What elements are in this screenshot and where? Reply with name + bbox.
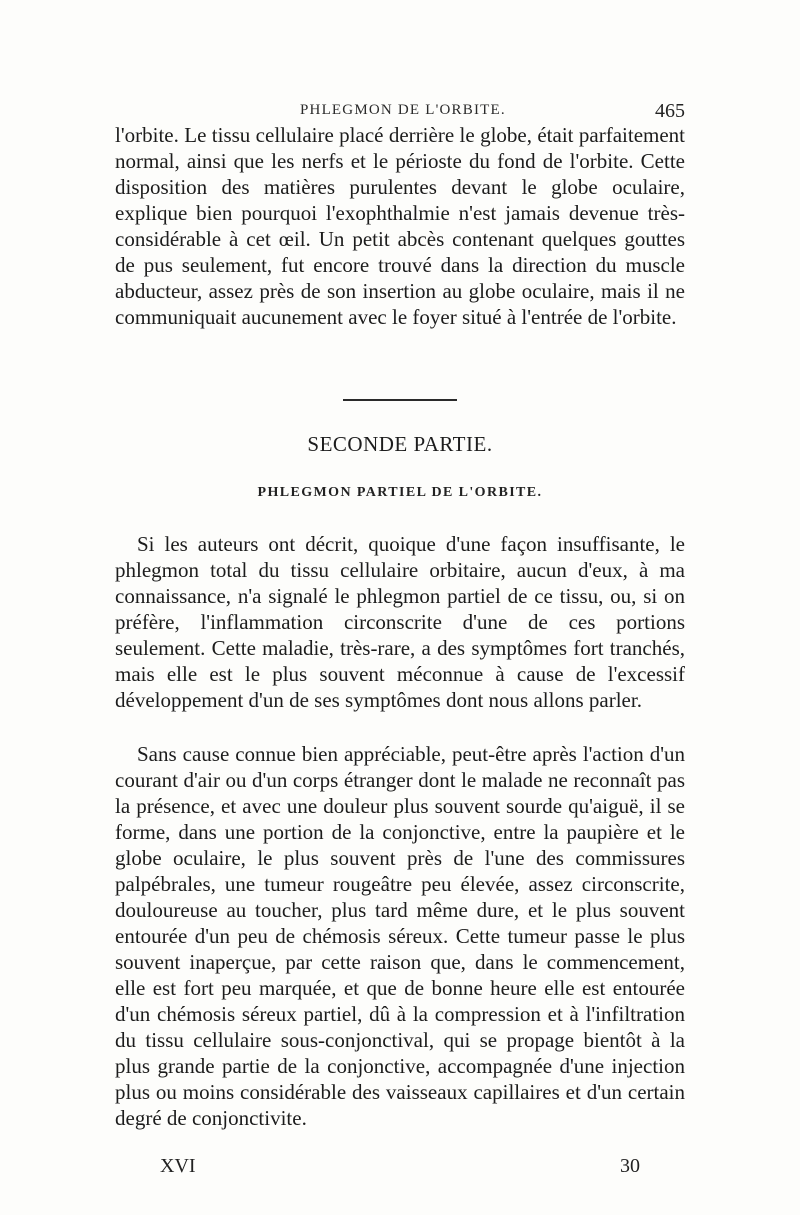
paragraph-continuation: l'orbite. Le tissu cellulaire placé derrière le globe, était parfaitement normal, ainsi que les nerfs et le périoste du fond de l'orbite. Cette disposition des matières purulentes devant le globe oculaire, explique bien pourquoi l'exophthalmie n'est jamais devenue très-considérable à cet œil. Un petit abcès contenant quelques gouttes de pus seulement, fut encore trouvé dans la direction du muscle abducteur, assez près de son insertion au globe oculaire, mais il ne communiquait aucunement avec le foyer situé à l'entrée de l'orbite. (115, 123, 685, 329)
sheet-number: 30 (620, 1155, 640, 1177)
signature-mark: XVI (160, 1155, 196, 1177)
section-subtitle: PHLEGMON PARTIEL DE L'ORBITE. (257, 485, 543, 500)
section-title: SECONDE PARTIE. (307, 432, 493, 456)
page-number: 465 (655, 100, 685, 122)
paragraph-description: Sans cause connue bien appréciable, peut-être après l'action d'un courant d'air ou d'un corps étranger dont le malade ne reconnaît pas la présence, et avec une douleur plus souvent sourde qu'aiguë, il se forme, dans une portion de la conjonctive, entre la paupière et le globe oculaire, le plus souvent près de l'une des commissures palpébrales, une tumeur rougeâtre peu élevée, assez circonscrite, douloureuse au toucher, plus tard même dure, et le plus souvent entourée d'un peu de chémosis séreux. Cette tumeur passe le plus souvent inaperçue, par cette raison que, dans le commencement, elle est fort peu marquée, et que de bonne heure elle est entourée d'un chémosis séreux partiel, dû à la compression et à l'infiltration du tissu cellulaire sous-conjonctival, qui se propage bientôt à la plus grande partie de la conjonctive, accompagnée d'une injection plus ou moins considérable des vaisseaux capillaires et d'un certain degré de conjonctivite. (115, 742, 685, 1130)
section-divider (343, 399, 457, 401)
running-title: PHLEGMON DE L'ORBITE. (300, 102, 506, 118)
page-footer (160, 1155, 640, 1181)
paragraph-intro: Si les auteurs ont décrit, quoique d'une façon insuffisante, le phlegmon total du tissu cellulaire orbitaire, aucun d'eux, à ma connaissance, n'a signalé le phlegmon partiel de ce tissu, ou, si on préfère, l'inflammation circonscrite d'une de ces portions seulement. Cette maladie, très-rare, a des symptômes fort tranchés, mais elle est le plus souvent méconnue à cause de l'excessif développement d'un de ses symptômes dont nous allons parler. (115, 532, 685, 712)
